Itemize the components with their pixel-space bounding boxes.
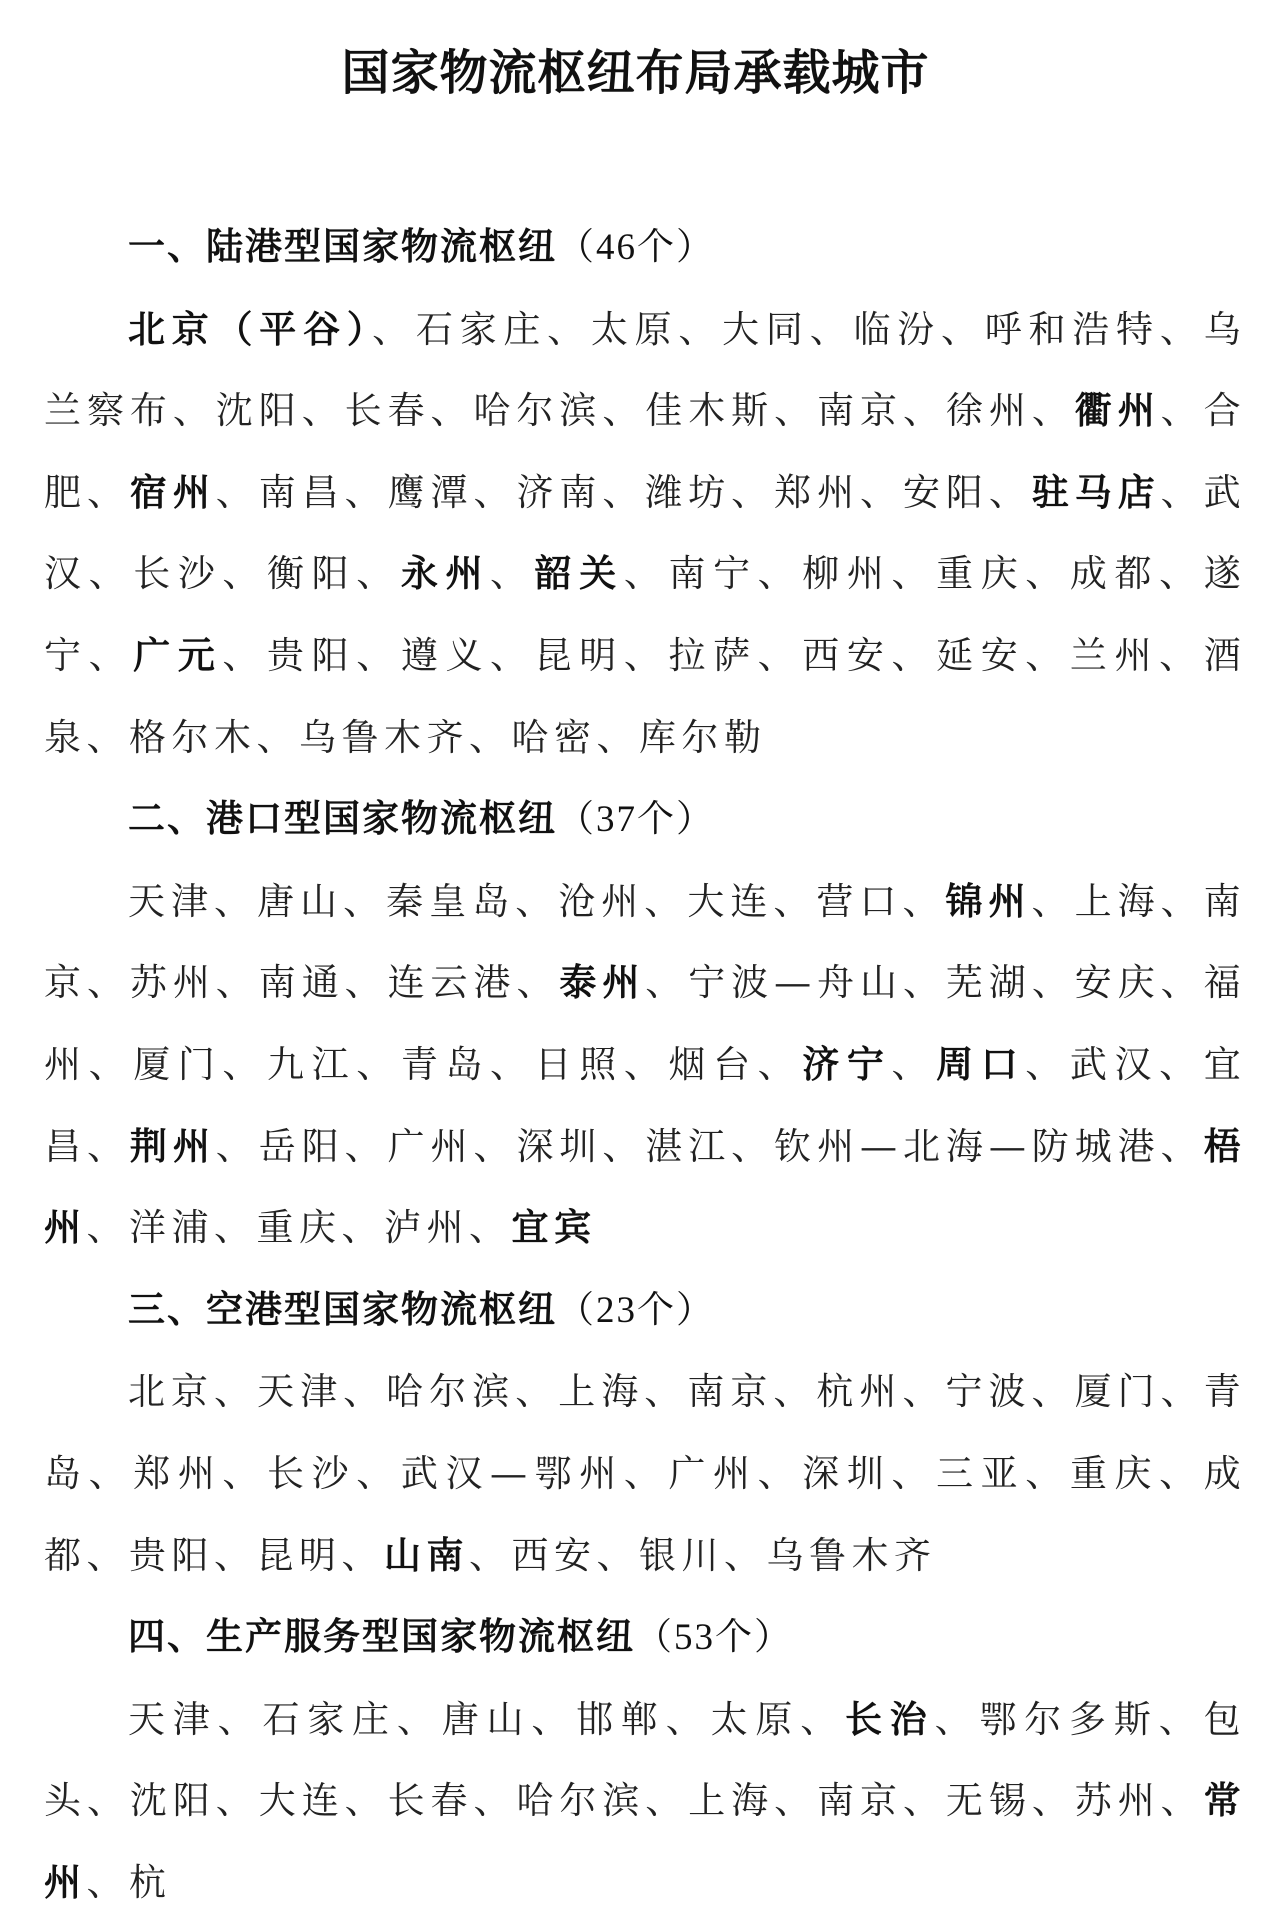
city-name: 长春: [387, 1779, 474, 1823]
city-name: 常州: [44, 1779, 1247, 1904]
separator: 、: [356, 1451, 401, 1495]
city-name: 周口: [936, 1042, 1026, 1086]
city-name: 永州: [400, 552, 491, 596]
separator: 、: [902, 961, 946, 1005]
city-name: 芜湖: [945, 961, 1032, 1005]
city-name: 杭州: [816, 1370, 903, 1414]
separator: 、: [602, 470, 646, 514]
city-name: 重庆: [1069, 1451, 1160, 1495]
separator: 、: [215, 961, 259, 1005]
separator: 、: [800, 1697, 845, 1741]
city-list: [44, 1351, 1246, 1596]
city-name: 九江: [267, 1042, 357, 1086]
separator: 、: [473, 1124, 517, 1168]
separator: 、: [596, 1533, 639, 1577]
city-name: 湛江: [645, 1124, 732, 1168]
city-name: 天津: [128, 1697, 218, 1741]
separator: 、: [757, 552, 803, 596]
city-name: 长治: [845, 1697, 935, 1741]
separator: 、: [547, 307, 591, 351]
city-name: 太原: [590, 307, 679, 351]
city-name: 南通: [258, 961, 345, 1005]
city-name: 驻马店: [1031, 470, 1161, 514]
city-name: 沈阳: [129, 1779, 216, 1823]
separator: 、: [88, 633, 134, 677]
section-production-service: [44, 1596, 1246, 1923]
city-name: 大连: [258, 1779, 345, 1823]
city-name: 北京（平谷）: [128, 307, 373, 351]
city-name: 苏州: [1074, 1779, 1161, 1823]
separator: 、: [469, 715, 512, 759]
city-name: 乌鲁木齐: [766, 1533, 937, 1577]
separator: 、: [891, 1451, 937, 1495]
separator: 、: [1031, 961, 1075, 1005]
city-name: 无锡: [945, 1779, 1032, 1823]
separator: 、: [215, 1779, 259, 1823]
city-name: 山南: [384, 1533, 469, 1577]
separator: 、: [645, 961, 689, 1005]
separator: 、: [356, 552, 401, 596]
city-name: 天津: [257, 1370, 344, 1414]
separator: 、: [86, 1206, 129, 1250]
section-seaport: [44, 778, 1246, 1269]
separator: 、: [86, 1779, 130, 1823]
separator: 、: [1025, 552, 1070, 596]
city-name: 遂宁: [44, 552, 1247, 677]
city-name: 三亚: [936, 1451, 1026, 1495]
city-name: 泰州: [559, 961, 646, 1005]
separator: 、: [731, 470, 775, 514]
city-name: 荆州: [129, 1124, 216, 1168]
city-name: 哈尔滨: [386, 1370, 516, 1414]
city-name: 格尔木: [129, 715, 257, 759]
city-name: 兰州: [1069, 633, 1160, 677]
separator: 、: [490, 552, 535, 596]
section-heading-text: 二、港口型国家物流枢纽: [128, 797, 557, 841]
separator: 、: [473, 1779, 517, 1823]
city-name: 柳州: [802, 552, 892, 596]
separator: 、: [757, 1042, 803, 1086]
separator: 、: [1160, 389, 1204, 433]
separator: 、: [222, 1451, 268, 1495]
city-name: 哈尔滨: [516, 1779, 646, 1823]
city-name: 武汉: [1069, 1042, 1160, 1086]
city-name: 昆明: [534, 633, 624, 677]
separator: 、: [1159, 552, 1204, 596]
city-name: 贵阳: [267, 633, 357, 677]
city-list: [44, 1679, 1246, 1923]
separator: 、: [623, 1451, 669, 1495]
separator: 、: [757, 1451, 803, 1495]
city-name: 南京: [817, 389, 903, 433]
city-name: 哈尔滨: [473, 389, 603, 433]
separator: 、: [1025, 1042, 1070, 1086]
separator: 、: [644, 1370, 688, 1414]
separator: 、: [86, 470, 130, 514]
city-name: 鹰潭: [387, 470, 474, 514]
city-name: 武汉: [44, 470, 1247, 596]
separator: 、: [473, 470, 517, 514]
separator: 、: [341, 1206, 384, 1250]
city-name: 青岛: [400, 1042, 491, 1086]
separator: 、: [1159, 633, 1204, 677]
section-count: （53个）: [635, 1617, 793, 1659]
separator: 、: [1158, 1697, 1204, 1741]
separator: 、: [1031, 879, 1075, 923]
separator: 、: [222, 552, 268, 596]
city-name: 韶关: [534, 552, 624, 596]
separator: 、: [891, 1042, 937, 1086]
city-name: 安阳: [902, 470, 989, 514]
city-name: 苏州: [129, 961, 216, 1005]
city-name: 沧州: [558, 879, 645, 923]
document-body: [44, 206, 1246, 1923]
separator: 、: [341, 1533, 384, 1577]
city-name: 岳阳: [258, 1124, 345, 1168]
separator: 、: [344, 1779, 388, 1823]
city-name: 宜宾: [511, 1206, 597, 1250]
separator: 、: [222, 633, 268, 677]
separator: 、: [645, 1779, 689, 1823]
city-name: 郑州: [774, 470, 861, 514]
separator: 、: [809, 307, 854, 351]
separator: 、: [372, 307, 416, 351]
separator: 、: [1160, 1779, 1204, 1823]
city-name: 衢州: [1074, 389, 1161, 433]
city-name: 梧州: [44, 1124, 1247, 1250]
separator: 、: [891, 552, 937, 596]
city-name: 广州: [387, 1124, 474, 1168]
city-name: 宁波—舟山: [688, 961, 903, 1005]
separator: 、: [86, 1533, 129, 1577]
city-name: 临汾: [853, 307, 941, 351]
separator: 、: [215, 1124, 259, 1168]
separator: 、: [988, 470, 1032, 514]
separator: 、: [256, 715, 299, 759]
separator: 、: [515, 1370, 559, 1414]
section-heading-text: 四、生产服务型国家物流枢纽: [128, 1615, 635, 1659]
city-name: 西安: [802, 633, 892, 677]
city-name: 天津: [128, 879, 215, 923]
city-name: 延安: [936, 633, 1026, 677]
separator: 、: [88, 552, 134, 596]
city-name: 成都: [1069, 552, 1160, 596]
separator: 、: [86, 715, 129, 759]
city-name: 石家庄: [262, 1697, 397, 1741]
city-name: 银川: [639, 1533, 724, 1577]
city-name: 南京: [44, 879, 1247, 1005]
city-name: 贵阳: [129, 1533, 214, 1577]
separator: 、: [774, 389, 818, 433]
city-list: [44, 861, 1246, 1269]
city-name: 青岛: [44, 1370, 1247, 1495]
city-name: 库尔勒: [639, 715, 767, 759]
city-name: 包头: [44, 1697, 1246, 1823]
city-name: 徐州: [945, 389, 1032, 433]
city-name: 郑州: [133, 1451, 223, 1495]
separator: 、: [623, 633, 669, 677]
separator: 、: [1159, 307, 1204, 351]
separator: 、: [1025, 633, 1070, 677]
city-name: 锦州: [945, 879, 1032, 923]
city-name: 衡阳: [267, 552, 357, 596]
city-name: 太原: [710, 1697, 801, 1741]
separator: 、: [469, 1206, 512, 1250]
city-name: 合肥: [44, 389, 1247, 514]
separator: 、: [902, 879, 946, 923]
separator: 、: [214, 1533, 257, 1577]
separator: 、: [1160, 1124, 1204, 1168]
separator: 、: [1031, 389, 1075, 433]
city-name: 乌兰察布: [44, 307, 1247, 433]
city-name: 营口: [816, 879, 903, 923]
city-list: [44, 289, 1246, 779]
city-name: 安庆: [1074, 961, 1161, 1005]
separator: 、: [490, 633, 535, 677]
city-name: 石家庄: [415, 307, 548, 351]
separator: 、: [396, 1697, 442, 1741]
separator: 、: [773, 1370, 817, 1414]
separator: 、: [1159, 1042, 1204, 1086]
city-name: 连云港: [387, 961, 517, 1005]
separator: 、: [902, 1370, 946, 1414]
separator: 、: [88, 1042, 134, 1086]
section-heading: [44, 1269, 1246, 1352]
city-name: 沈阳: [215, 389, 302, 433]
separator: 、: [222, 1042, 268, 1086]
city-name: 重庆: [936, 552, 1026, 596]
city-name: 上海: [1074, 879, 1161, 923]
section-count: （46个）: [557, 227, 715, 268]
separator: 、: [724, 1533, 767, 1577]
city-name: 厦门: [1074, 1370, 1161, 1414]
separator: 、: [1160, 470, 1204, 514]
separator: 、: [515, 879, 559, 923]
section-heading: [44, 206, 1246, 289]
separator: 、: [773, 879, 817, 923]
separator: 、: [531, 1697, 577, 1741]
separator: 、: [86, 1124, 130, 1168]
city-name: 泸州: [384, 1206, 469, 1250]
separator: 、: [215, 470, 259, 514]
section-count: （37个）: [557, 799, 715, 841]
separator: 、: [623, 552, 669, 596]
city-name: 鄂尔多斯: [979, 1697, 1159, 1741]
separator: 、: [644, 879, 688, 923]
separator: 、: [665, 1697, 711, 1741]
separator: 、: [1160, 1370, 1204, 1414]
city-name: 长沙: [133, 552, 223, 596]
separator: 、: [356, 633, 401, 677]
city-name: 南京: [817, 1779, 903, 1823]
city-name: 唐山: [441, 1697, 532, 1741]
separator: 、: [356, 1042, 401, 1086]
separator: 、: [860, 470, 903, 514]
city-name: 福州: [44, 961, 1247, 1086]
city-name: 酒泉: [44, 633, 1247, 759]
city-name: 大同: [722, 307, 810, 351]
city-name: 哈密: [511, 715, 597, 759]
city-name: 遵义: [400, 633, 491, 677]
city-name: 宜昌: [44, 1042, 1247, 1168]
city-name: 济南: [516, 470, 603, 514]
city-name: 唐山: [257, 879, 344, 923]
separator: 、: [602, 1124, 646, 1168]
city-name: 邯郸: [576, 1697, 666, 1741]
city-name: 长沙: [267, 1451, 357, 1495]
separator: 、: [490, 1042, 535, 1086]
separator: 、: [343, 879, 387, 923]
separator: 、: [1159, 1451, 1204, 1495]
city-name: 日照: [534, 1042, 624, 1086]
city-name: 南宁: [668, 552, 758, 596]
city-name: 南昌: [258, 470, 345, 514]
separator: 、: [516, 961, 560, 1005]
section-heading: [44, 778, 1246, 861]
separator: 、: [343, 1370, 387, 1414]
separator: 、: [1160, 961, 1204, 1005]
city-name: 宿州: [129, 470, 216, 514]
city-name: 呼和浩特: [984, 307, 1160, 351]
city-name: 佳木斯: [645, 389, 775, 433]
city-name: 宁波: [945, 1370, 1032, 1414]
separator: 、: [1025, 1451, 1070, 1495]
separator: 、: [596, 715, 639, 759]
separator: 、: [344, 961, 388, 1005]
city-name: 大连: [687, 879, 774, 923]
city-name: 潍坊: [645, 470, 732, 514]
city-name: 深圳: [516, 1124, 603, 1168]
city-name: 南京: [687, 1370, 774, 1414]
section-heading-text: 一、陆港型国家物流枢纽: [128, 225, 557, 268]
separator: 、: [344, 1124, 388, 1168]
separator: 、: [214, 879, 258, 923]
separator: 、: [1031, 1370, 1075, 1414]
separator: 、: [757, 633, 803, 677]
separator: 、: [344, 470, 388, 514]
city-name: 洋浦: [129, 1206, 214, 1250]
city-name: 钦州—北海—防城港: [774, 1124, 1161, 1168]
city-name: 厦门: [133, 1042, 223, 1086]
separator: 、: [88, 1451, 134, 1495]
city-name: 广州: [668, 1451, 758, 1495]
separator: 、: [902, 1779, 946, 1823]
city-name: 秦皇岛: [386, 879, 516, 923]
separator: 、: [602, 389, 646, 433]
city-name: 上海: [558, 1370, 645, 1414]
separator: 、: [1031, 1779, 1075, 1823]
trailing-text: 、杭: [86, 1860, 172, 1904]
separator: 、: [678, 307, 723, 351]
separator: 、: [902, 389, 946, 433]
city-name: 深圳: [802, 1451, 892, 1495]
separator: 、: [214, 1206, 257, 1250]
city-name: 西安: [511, 1533, 597, 1577]
section-heading-text: 三、空港型国家物流枢纽: [128, 1287, 557, 1331]
separator: 、: [623, 1042, 669, 1086]
city-name: 武汉—鄂州: [400, 1451, 624, 1495]
city-name: 重庆: [256, 1206, 342, 1250]
city-name: 长春: [344, 389, 431, 433]
separator: 、: [469, 1533, 512, 1577]
city-name: 成都: [44, 1451, 1247, 1577]
city-name: 上海: [688, 1779, 775, 1823]
separator: 、: [217, 1697, 263, 1741]
separator: 、: [172, 389, 216, 433]
document-title: 国家物流枢纽布局承载城市: [341, 45, 930, 101]
separator: 、: [774, 1779, 818, 1823]
separator: 、: [86, 961, 130, 1005]
separator: 、: [301, 389, 345, 433]
city-name: 拉萨: [668, 633, 758, 677]
separator: 、: [214, 1370, 258, 1414]
city-name: 昆明: [256, 1533, 342, 1577]
separator: 、: [891, 633, 937, 677]
city-name: 烟台: [668, 1042, 758, 1086]
section-count: （23个）: [557, 1289, 715, 1331]
separator: 、: [934, 1697, 980, 1741]
separator: 、: [941, 307, 985, 351]
section-land-port: [44, 206, 1246, 778]
city-name: 济宁: [802, 1042, 892, 1086]
city-name: 广元: [133, 633, 223, 677]
city-name: 北京: [128, 1370, 215, 1414]
separator: 、: [1160, 879, 1204, 923]
separator: 、: [430, 389, 474, 433]
city-name: 乌鲁木齐: [299, 715, 469, 759]
section-heading: [44, 1596, 1246, 1679]
separator: 、: [731, 1124, 775, 1168]
section-airport: [44, 1269, 1246, 1596]
